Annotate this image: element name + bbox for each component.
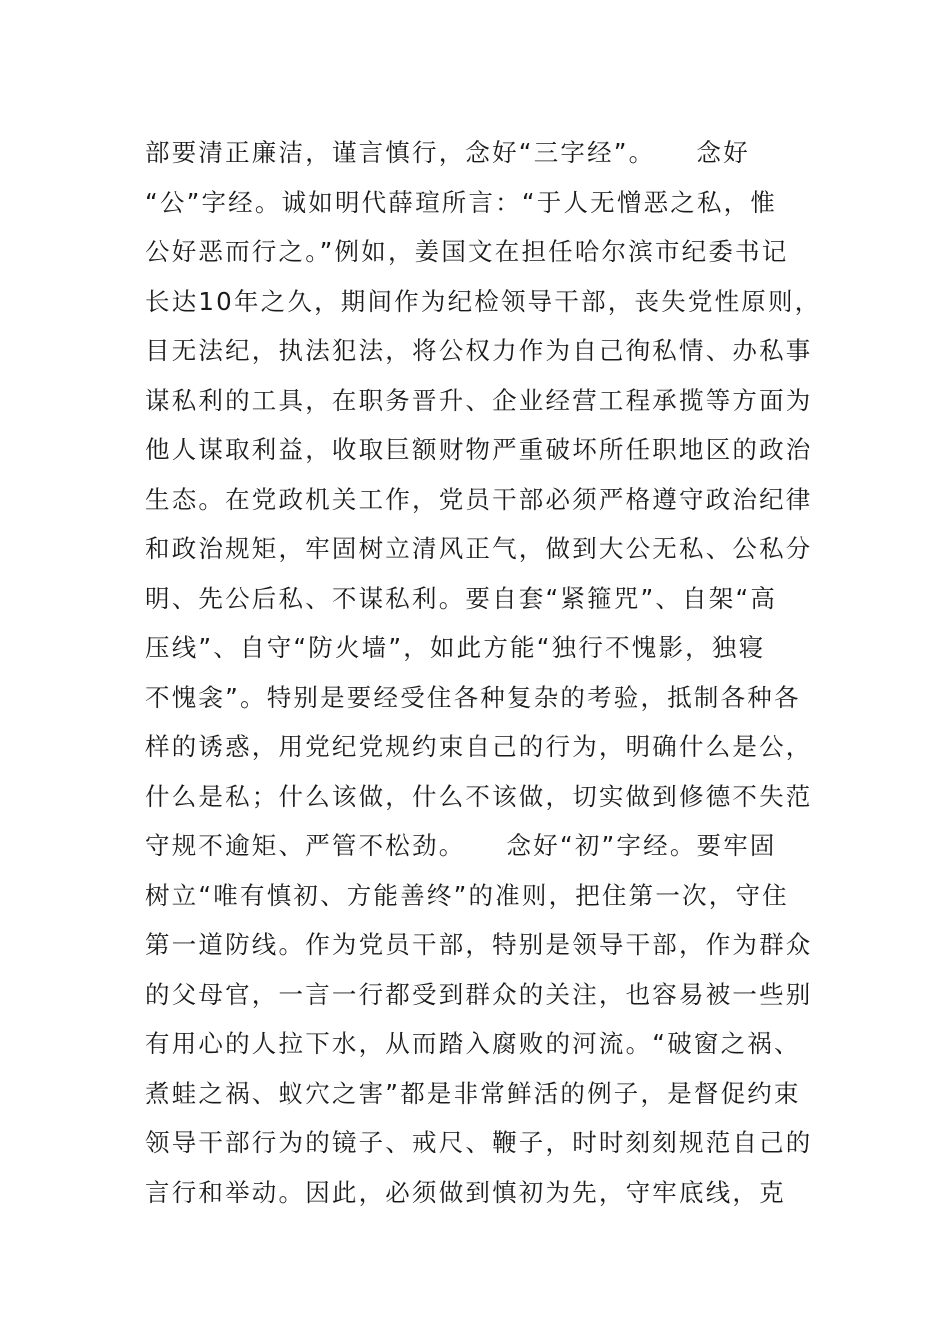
text-line: 守规不逾矩、严管不松劲。 念好“初”字经。要牢固 xyxy=(145,831,777,860)
text-line: 领导干部行为的镜子、戒尺、鞭子，时时刻刻规范自己的 xyxy=(145,1128,813,1157)
text-line: 压线”、自守“防火墙”，如此方能“独行不愧影，独寝 xyxy=(145,633,766,662)
text-line: 树立“唯有慎初、方能善终”的准则，把住第一次，守住 xyxy=(145,880,789,910)
text-line: 长达10年之久，期间作为纪检领导干部，丧失党性原则， xyxy=(145,286,822,316)
text-line: 部要清正廉洁，谨言慎行，念好“三字经”。 念好 xyxy=(145,138,750,167)
text-line: 言行和举动。因此，必须做到慎初为先，守牢底线，克 xyxy=(145,1177,786,1207)
text-line: 他人谋取利益，收取巨额财物严重破坏所任职地区的政治 xyxy=(145,435,813,464)
text-line: 煮蛙之祸、蚁穴之害”都是非常鲜活的例子，是督促约束 xyxy=(145,1078,801,1108)
text-line: 什么是私；什么该做，什么不该做，切实做到修德不失范 xyxy=(145,781,813,811)
text-line: 第一道防线。作为党员干部，特别是领导干部，作为群众 xyxy=(145,930,813,959)
text-line: “公”字经。诚如明代薛瑄所言：“于人无憎恶之私，惟 xyxy=(145,187,778,217)
text-line: 样的诱惑，用党纪党规约束自己的行为，明确什么是公， xyxy=(145,732,813,761)
text-line: 的父母官，一言一行都受到群众的关注，也容易被一些别 xyxy=(145,979,813,1009)
text-line: 生态。在党政机关工作，党员干部必须严格遵守政治纪律 xyxy=(145,484,813,514)
text-line: 和政治规矩，牢固树立清风正气，做到大公无私、公私分 xyxy=(145,534,813,563)
text-line: 谋私利的工具，在职务晋升、企业经营工程承揽等方面为 xyxy=(145,385,813,415)
text-line: 有用心的人拉下水，从而踏入腐败的河流。“破窗之祸、 xyxy=(145,1029,801,1058)
text-line: 明、先公后私、不谋私利。要自套“紧箍咒”、自架“高 xyxy=(145,583,778,613)
text-line: 公好恶而行之。”例如，姜国文在担任哈尔滨市纪委书记 xyxy=(145,237,789,266)
text-line: 不愧衾”。特别是要经受住各种复杂的考验，抵制各种各 xyxy=(145,682,801,712)
body-text xyxy=(145,128,822,1217)
text-line: 目无法纪，执法犯法，将公权力作为自己徇私情、办私事 xyxy=(145,336,813,365)
